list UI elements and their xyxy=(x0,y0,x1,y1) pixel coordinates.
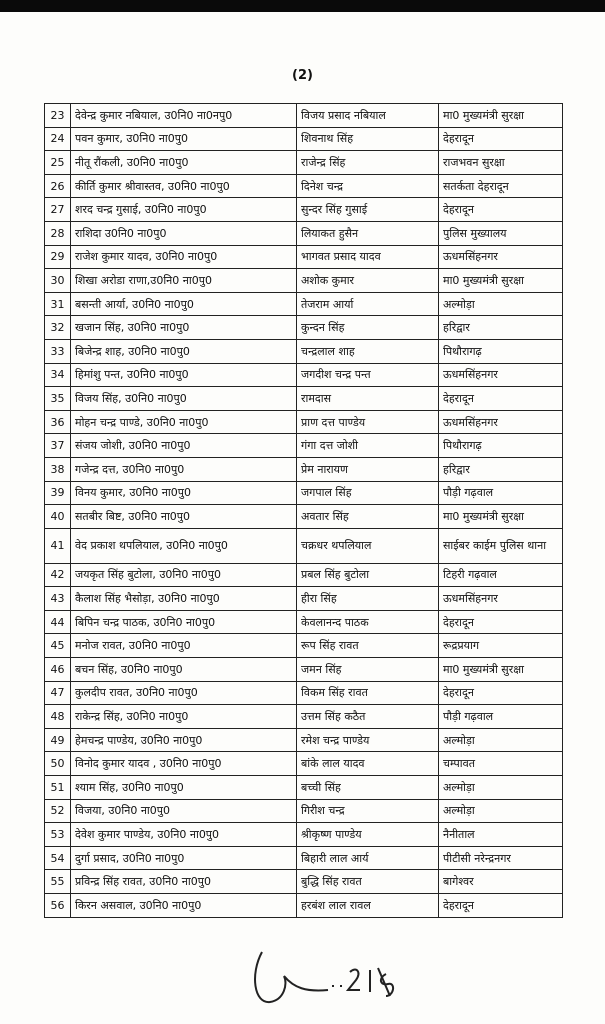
father-name: श्रीकृष्ण पाण्डेय xyxy=(297,823,439,847)
serial-number: 43 xyxy=(45,587,71,611)
posting-location: ऊधमसिंहनगर xyxy=(439,410,563,434)
posting-location: सतर्कता देहरादून xyxy=(439,174,563,198)
officer-name: शरद चन्द्र गुसाई, उ0नि0 ना0पु0 xyxy=(71,198,297,222)
father-name: हरबंश लाल रावल xyxy=(297,894,439,918)
serial-number: 34 xyxy=(45,363,71,387)
father-name: बिहारी लाल आर्य xyxy=(297,846,439,870)
serial-number: 48 xyxy=(45,705,71,729)
table-row xyxy=(45,528,563,563)
posting-location: अल्मोड़ा xyxy=(439,292,563,316)
officer-name: जयकृत सिंह बुटोला, उ0नि0 ना0पु0 xyxy=(71,563,297,587)
father-name: विकम सिंह रावत xyxy=(297,681,439,705)
posting-location: अल्मोड़ा xyxy=(439,799,563,823)
officer-name: संजय जोशी, उ0नि0 ना0पु0 xyxy=(71,434,297,458)
serial-number: 35 xyxy=(45,387,71,411)
father-name: अशोक कुमार xyxy=(297,269,439,293)
posting-location: ऊधमसिंहनगर xyxy=(439,245,563,269)
father-name: बुद्धि सिंह रावत xyxy=(297,870,439,894)
posting-location: मा0 मुख्यमंत्री सुरक्षा xyxy=(439,104,563,128)
father-name: हीरा सिंह xyxy=(297,587,439,611)
table-row xyxy=(45,752,563,776)
serial-number: 50 xyxy=(45,752,71,776)
officer-name: बचन सिंह, उ0नि0 ना0पु0 xyxy=(71,658,297,682)
officer-name: राकेन्द्र सिंह, उ0नि0 ना0पु0 xyxy=(71,705,297,729)
serial-number: 51 xyxy=(45,776,71,800)
table-row xyxy=(45,151,563,175)
posting-location: बागेश्वर xyxy=(439,870,563,894)
posting-location: नैनीताल xyxy=(439,823,563,847)
posting-location: देहरादून xyxy=(439,610,563,634)
father-name: कुन्दन सिंह xyxy=(297,316,439,340)
table-row xyxy=(45,410,563,434)
serial-number: 26 xyxy=(45,174,71,198)
father-name: जमन सिंह xyxy=(297,658,439,682)
officer-name: वेद प्रकाश थपलियाल, उ0नि0 ना0पु0 xyxy=(71,528,297,563)
serial-number: 37 xyxy=(45,434,71,458)
posting-location: मा0 मुख्यमंत्री सुरक्षा xyxy=(439,505,563,529)
father-name: चन्द्रलाल शाह xyxy=(297,339,439,363)
serial-number: 46 xyxy=(45,658,71,682)
father-name: बांके लाल यादव xyxy=(297,752,439,776)
officer-name: सतबीर बिष्ट, उ0नि0 ना0पु0 xyxy=(71,505,297,529)
officer-name: नीतू रौंकली, उ0नि0 ना0पु0 xyxy=(71,151,297,175)
posting-location: देहरादून xyxy=(439,127,563,151)
table-row xyxy=(45,823,563,847)
posting-location: पौड़ी गढ़वाल xyxy=(439,481,563,505)
serial-number: 32 xyxy=(45,316,71,340)
table-row xyxy=(45,104,563,128)
officer-name: देवेश कुमार पाण्डेय, उ0नि0 ना0पु0 xyxy=(71,823,297,847)
posting-location: देहरादून xyxy=(439,387,563,411)
posting-location: टिहरी गढ़वाल xyxy=(439,563,563,587)
father-name: विजय प्रसाद नबियाल xyxy=(297,104,439,128)
posting-location: रूद्रप्रयाग xyxy=(439,634,563,658)
serial-number: 33 xyxy=(45,339,71,363)
posting-location: ऊधमसिंहनगर xyxy=(439,363,563,387)
table-row xyxy=(45,198,563,222)
posting-location: मा0 मुख्यमंत्री सुरक्षा xyxy=(439,658,563,682)
posting-location: अल्मोड़ा xyxy=(439,776,563,800)
officer-name: गजेन्द्र दत्त, उ0नि0 ना0पु0 xyxy=(71,457,297,481)
officer-name: विजय सिंह, उ0नि0 ना0पु0 xyxy=(71,387,297,411)
page-number: (2) xyxy=(292,68,313,83)
posting-location: मा0 मुख्यमंत्री सुरक्षा xyxy=(439,269,563,293)
father-name: रूप सिंह रावत xyxy=(297,634,439,658)
officer-name: विनय कुमार, उ0नि0 ना0पु0 xyxy=(71,481,297,505)
posting-location: साईबर काईम पुलिस थाना xyxy=(439,528,563,563)
serial-number: 27 xyxy=(45,198,71,222)
serial-number: 31 xyxy=(45,292,71,316)
serial-number: 29 xyxy=(45,245,71,269)
table-row xyxy=(45,610,563,634)
table-row xyxy=(45,127,563,151)
posting-location: पिथौरागढ़ xyxy=(439,339,563,363)
officer-name: विजया, उ0नि0 ना0पु0 xyxy=(71,799,297,823)
table-row xyxy=(45,634,563,658)
serial-number: 25 xyxy=(45,151,71,175)
officer-name: मनोज रावत, उ0नि0 ना0पु0 xyxy=(71,634,297,658)
officer-name: शिखा अरोडा राणा,उ0नि0 ना0पु0 xyxy=(71,269,297,293)
serial-number: 55 xyxy=(45,870,71,894)
posting-location: चम्पावत xyxy=(439,752,563,776)
officer-name: श्याम सिंह, उ0नि0 ना0पु0 xyxy=(71,776,297,800)
father-name: जगपाल सिंह xyxy=(297,481,439,505)
table-row xyxy=(45,434,563,458)
serial-number: 24 xyxy=(45,127,71,151)
table-row xyxy=(45,363,563,387)
serial-number: 54 xyxy=(45,846,71,870)
table-row xyxy=(45,174,563,198)
father-name: रमेश चन्द्र पाण्डेय xyxy=(297,728,439,752)
table-row xyxy=(45,776,563,800)
officer-name: प्रविन्द्र सिंह रावत, उ0नि0 ना0पु0 xyxy=(71,870,297,894)
father-name: अवतार सिंह xyxy=(297,505,439,529)
father-name: उत्तम सिंह कठैत xyxy=(297,705,439,729)
officer-name: हिमांशु पन्त, उ0नि0 ना0पु0 xyxy=(71,363,297,387)
serial-number: 49 xyxy=(45,728,71,752)
father-name: लियाकत हुसैन xyxy=(297,221,439,245)
serial-number: 42 xyxy=(45,563,71,587)
table-row xyxy=(45,245,563,269)
father-name: रामदास xyxy=(297,387,439,411)
father-name: बच्ची सिंह xyxy=(297,776,439,800)
officer-name: देवेन्द्र कुमार नबियाल, उ0नि0 ना0नपु0 xyxy=(71,104,297,128)
top-bar xyxy=(0,0,605,12)
officer-name: खजान सिंह, उ0नि0 ना0पु0 xyxy=(71,316,297,340)
table-row xyxy=(45,705,563,729)
table-row xyxy=(45,339,563,363)
father-name: प्रेम नारायण xyxy=(297,457,439,481)
posting-location: पिथौरागढ़ xyxy=(439,434,563,458)
officer-name: किरन असवाल, उ0नि0 ना0पु0 xyxy=(71,894,297,918)
officer-name: बिपिन चन्द्र पाठक, उ0नि0 ना0पु0 xyxy=(71,610,297,634)
officer-name: मोहन चन्द्र पाण्डे, उ0नि0 ना0पु0 xyxy=(71,410,297,434)
father-name: दिनेश चन्द्र xyxy=(297,174,439,198)
table-row xyxy=(45,658,563,682)
officer-table xyxy=(44,103,563,918)
posting-location: हरिद्वार xyxy=(439,316,563,340)
posting-location: पीटीसी नरेन्द्रनगर xyxy=(439,846,563,870)
serial-number: 41 xyxy=(45,528,71,563)
father-name: भागवत प्रसाद यादव xyxy=(297,245,439,269)
posting-location: हरिद्वार xyxy=(439,457,563,481)
table-row xyxy=(45,870,563,894)
officer-name: राजेश कुमार यादव, उ0नि0 ना0पु0 xyxy=(71,245,297,269)
posting-location: देहरादून xyxy=(439,894,563,918)
posting-location: अल्मोड़ा xyxy=(439,728,563,752)
serial-number: 30 xyxy=(45,269,71,293)
posting-location: ऊधमसिंहनगर xyxy=(439,587,563,611)
father-name: प्रबल सिंह बुटोला xyxy=(297,563,439,587)
serial-number: 28 xyxy=(45,221,71,245)
posting-location: पुलिस मुख्यालय xyxy=(439,221,563,245)
officer-name: कैलाश सिंह भैसोड़ा, उ0नि0 ना0पु0 xyxy=(71,587,297,611)
table-row xyxy=(45,799,563,823)
serial-number: 38 xyxy=(45,457,71,481)
table-row xyxy=(45,269,563,293)
serial-number: 52 xyxy=(45,799,71,823)
father-name: केवलानन्द पाठक xyxy=(297,610,439,634)
officer-name: राशिदा उ0नि0 ना0पु0 xyxy=(71,221,297,245)
officer-name: कुलदीप रावत, उ0नि0 ना0पु0 xyxy=(71,681,297,705)
serial-number: 40 xyxy=(45,505,71,529)
serial-number: 45 xyxy=(45,634,71,658)
table-row xyxy=(45,681,563,705)
serial-number: 47 xyxy=(45,681,71,705)
posting-location: देहरादून xyxy=(439,198,563,222)
table-row xyxy=(45,481,563,505)
table-row xyxy=(45,563,563,587)
father-name: सुन्दर सिंह गुसाई xyxy=(297,198,439,222)
signature xyxy=(244,944,404,1014)
posting-location: राजभवन सुरक्षा xyxy=(439,151,563,175)
serial-number: 44 xyxy=(45,610,71,634)
table-row xyxy=(45,221,563,245)
officer-name: बिजेन्द्र शाह, उ0नि0 ना0पु0 xyxy=(71,339,297,363)
serial-number: 36 xyxy=(45,410,71,434)
serial-number: 39 xyxy=(45,481,71,505)
father-name: शिवनाथ सिंह xyxy=(297,127,439,151)
officer-name: बसन्ती आर्या, उ0नि0 ना0पु0 xyxy=(71,292,297,316)
father-name: गंगा दत्त जोशी xyxy=(297,434,439,458)
posting-location: पौड़ी गढ़वाल xyxy=(439,705,563,729)
table-row xyxy=(45,387,563,411)
father-name: राजेन्द्र सिंह xyxy=(297,151,439,175)
officer-name: कीर्ति कुमार श्रीवास्तव, उ0नि0 ना0पु0 xyxy=(71,174,297,198)
officer-name: विनोद कुमार यादव , उ0नि0 ना0पु0 xyxy=(71,752,297,776)
father-name: तेजराम आर्या xyxy=(297,292,439,316)
table-row xyxy=(45,894,563,918)
table-row xyxy=(45,316,563,340)
serial-number: 23 xyxy=(45,104,71,128)
father-name: गिरीश चन्द्र xyxy=(297,799,439,823)
table-row xyxy=(45,457,563,481)
serial-number: 56 xyxy=(45,894,71,918)
table-row xyxy=(45,292,563,316)
officer-name: हेमचन्द्र पाण्डेय, उ0नि0 ना0पु0 xyxy=(71,728,297,752)
officer-name: पवन कुमार, उ0नि0 ना0पु0 xyxy=(71,127,297,151)
father-name: जगदीश चन्द्र पन्त xyxy=(297,363,439,387)
table-row xyxy=(45,587,563,611)
officer-name: दुर्गा प्रसाद, उ0नि0 ना0पु0 xyxy=(71,846,297,870)
table-row xyxy=(45,728,563,752)
table-row xyxy=(45,505,563,529)
father-name: चक्रधर थपलियाल xyxy=(297,528,439,563)
posting-location: देहरादून xyxy=(439,681,563,705)
father-name: प्राण दत्त पाण्डेय xyxy=(297,410,439,434)
table-row xyxy=(45,846,563,870)
serial-number: 53 xyxy=(45,823,71,847)
